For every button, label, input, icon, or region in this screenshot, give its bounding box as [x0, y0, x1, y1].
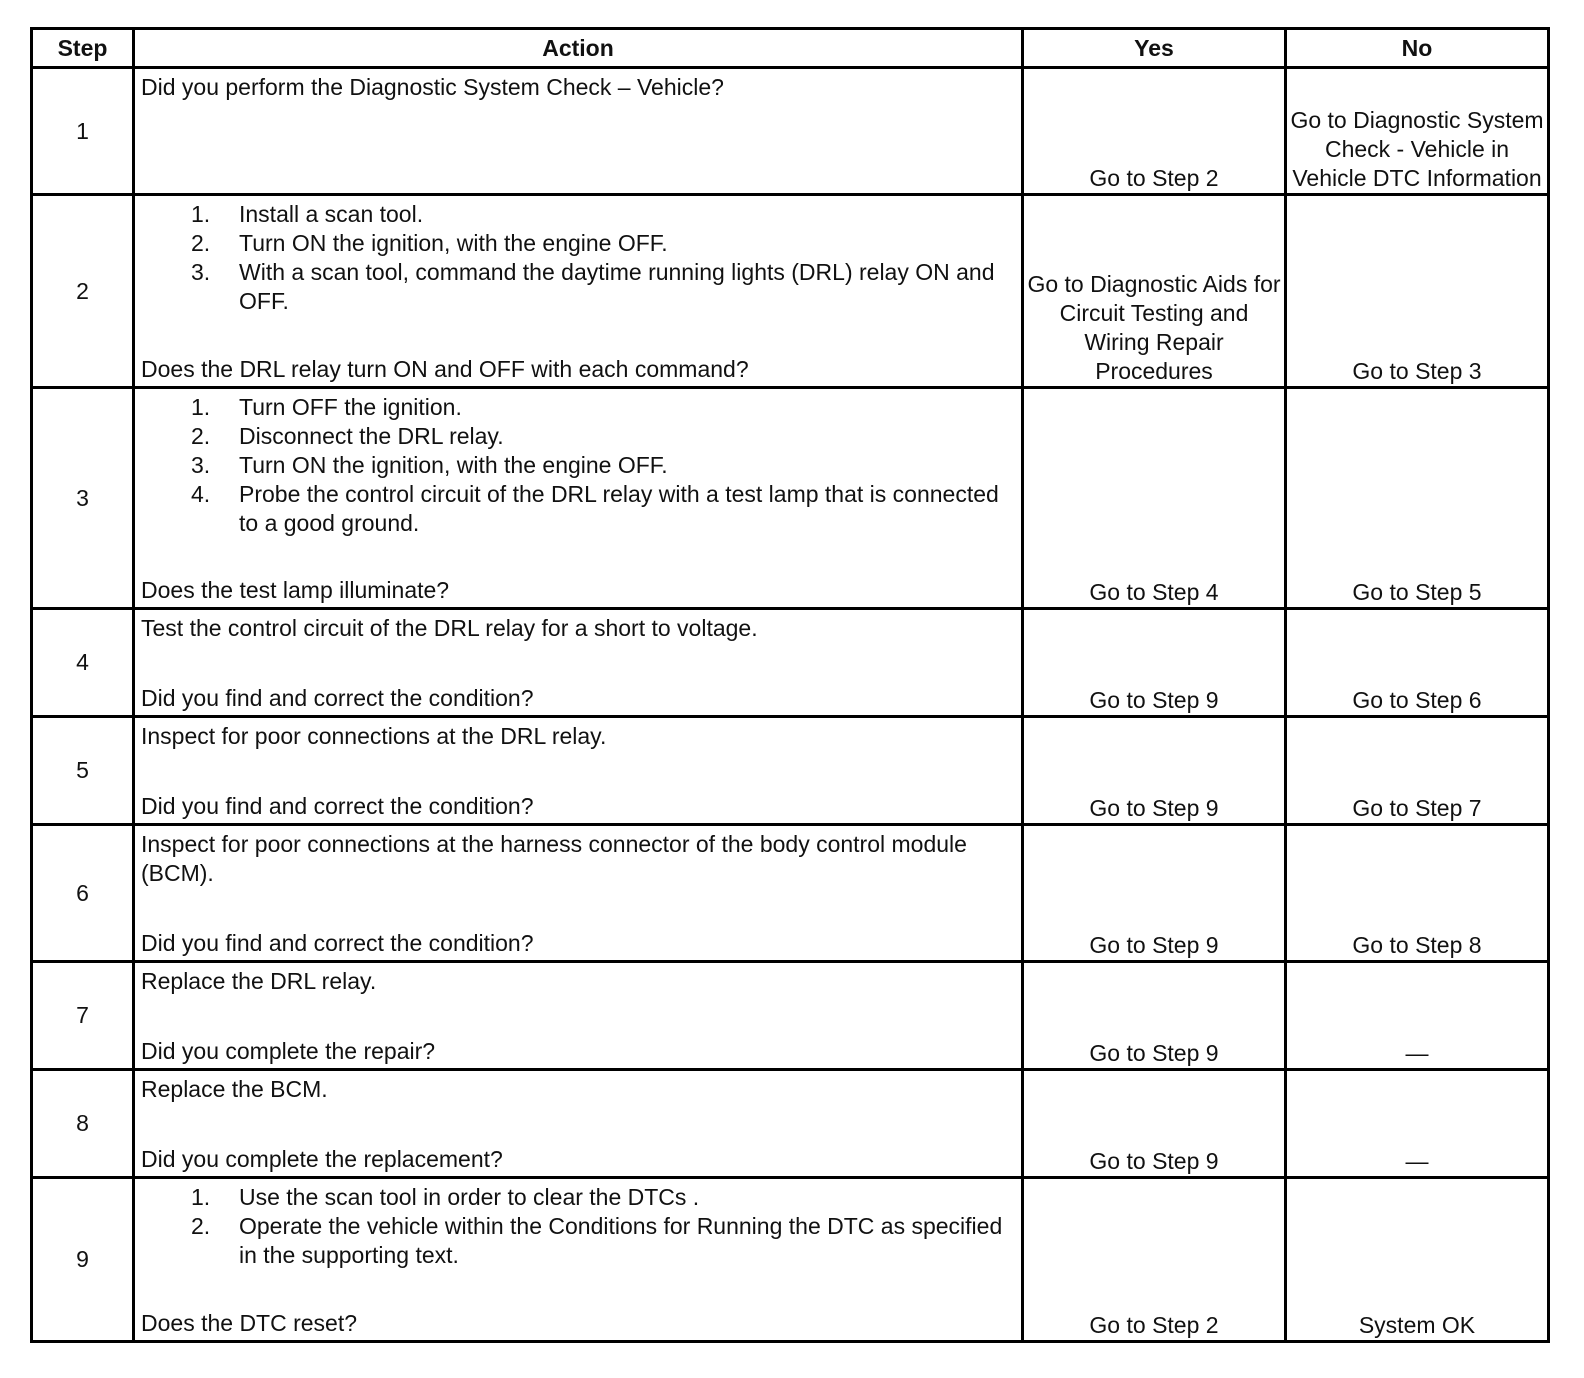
no-result: System OK — [1286, 1178, 1549, 1342]
header-step: Step — [32, 29, 134, 68]
no-result: Go to Step 8 — [1286, 825, 1549, 962]
action-question: Did you find and correct the condition? — [141, 685, 534, 711]
step-item-number: 1. — [191, 201, 211, 227]
action-question: Does the DTC reset? — [141, 1310, 358, 1336]
action-text: Inspect for poor connections at the DRL relay. — [141, 723, 607, 749]
table-row — [32, 962, 1549, 1070]
step-item-number: 2. — [191, 423, 211, 449]
step-item-number: 1. — [191, 394, 211, 420]
step-item-text: Turn OFF the ignition. — [239, 394, 462, 420]
no-result: Go to Step 5 — [1286, 388, 1549, 609]
no-result: — — [1286, 962, 1549, 1070]
yes-result: Go to Step 9 — [1023, 962, 1286, 1070]
table-row — [32, 195, 1549, 388]
action-steps-list — [141, 393, 1015, 538]
action-step-item — [191, 229, 1015, 258]
action-question: Did you find and correct the condition? — [141, 930, 534, 956]
yes-result: Go to Step 9 — [1023, 609, 1286, 717]
no-result: Go to Step 3 — [1286, 195, 1549, 388]
header-action: Action — [134, 29, 1023, 68]
step-item-text: Probe the control circuit of the DRL relay with a test lamp that is connected to a good ground. — [239, 481, 999, 536]
action-cell — [134, 825, 1023, 962]
step-item-number: 4. — [191, 481, 211, 507]
step-item-number: 3. — [191, 452, 211, 478]
yes-result: Go to Step 9 — [1023, 1070, 1286, 1178]
action-step-item — [191, 451, 1015, 480]
action-cell — [134, 195, 1023, 388]
action-cell — [134, 1178, 1023, 1342]
action-text: Replace the DRL relay. — [141, 968, 377, 994]
table-row — [32, 609, 1549, 717]
step-number: 6 — [32, 825, 134, 962]
action-step-item — [191, 1212, 1015, 1270]
step-item-text: Turn ON the ignition, with the engine OFF. — [239, 452, 668, 478]
table-row — [32, 1178, 1549, 1342]
step-item-text: Disconnect the DRL relay. — [239, 423, 504, 449]
step-item-text: Use the scan tool in order to clear the DTCs . — [239, 1184, 700, 1210]
no-result: Go to Diagnostic System Check - Vehicle in Vehicle DTC Information — [1286, 68, 1549, 195]
action-text: Inspect for poor connections at the harness connector of the body control module (BCM). — [141, 831, 967, 886]
step-item-number: 3. — [191, 259, 211, 285]
step-number: 1 — [32, 68, 134, 195]
action-question: Did you complete the replacement? — [141, 1146, 503, 1172]
no-result: Go to Step 7 — [1286, 717, 1549, 825]
action-cell — [134, 68, 1023, 195]
step-number: 9 — [32, 1178, 134, 1342]
yes-result: Go to Diagnostic Aids for Circuit Testing and Wiring Repair Procedures — [1023, 195, 1286, 388]
action-cell — [134, 1070, 1023, 1178]
action-cell — [134, 609, 1023, 717]
no-result: — — [1286, 1070, 1549, 1178]
table-row — [32, 1070, 1549, 1178]
action-step-item — [191, 480, 1015, 538]
table-row — [32, 388, 1549, 609]
step-item-text: With a scan tool, command the daytime running lights (DRL) relay ON and OFF. — [239, 259, 995, 314]
action-steps-list — [141, 1183, 1015, 1270]
header-yes: Yes — [1023, 29, 1286, 68]
action-step-item — [191, 393, 1015, 422]
yes-result: Go to Step 2 — [1023, 1178, 1286, 1342]
action-cell — [134, 717, 1023, 825]
action-text: Replace the BCM. — [141, 1076, 328, 1102]
yes-result: Go to Step 4 — [1023, 388, 1286, 609]
action-cell — [134, 388, 1023, 609]
step-item-text: Install a scan tool. — [239, 201, 424, 227]
step-item-number: 2. — [191, 230, 211, 256]
step-number: 3 — [32, 388, 134, 609]
header-no: No — [1286, 29, 1549, 68]
table-row — [32, 68, 1549, 195]
yes-result: Go to Step 2 — [1023, 68, 1286, 195]
diagnostic-table — [30, 27, 1550, 1343]
no-result: Go to Step 6 — [1286, 609, 1549, 717]
step-item-number: 1. — [191, 1184, 211, 1210]
step-number: 4 — [32, 609, 134, 717]
action-step-item — [191, 200, 1015, 229]
action-text: Did you perform the Diagnostic System Check – Vehicle? — [141, 74, 724, 100]
table-row — [32, 717, 1549, 825]
action-step-item — [191, 258, 1015, 316]
action-question: Did you complete the repair? — [141, 1038, 436, 1064]
step-item-text: Operate the vehicle within the Conditions for Running the DTC as specified in the supporting text. — [239, 1213, 1003, 1268]
step-number: 7 — [32, 962, 134, 1070]
step-number: 8 — [32, 1070, 134, 1178]
step-item-number: 2. — [191, 1213, 211, 1239]
step-item-text: Turn ON the ignition, with the engine OFF. — [239, 230, 668, 256]
action-text: Test the control circuit of the DRL relay for a short to voltage. — [141, 615, 758, 641]
table-row — [32, 825, 1549, 962]
action-question: Did you find and correct the condition? — [141, 793, 534, 819]
action-question: Does the test lamp illuminate? — [141, 577, 450, 603]
step-number: 2 — [32, 195, 134, 388]
action-question: Does the DRL relay turn ON and OFF with each command? — [141, 356, 749, 382]
action-step-item — [191, 422, 1015, 451]
step-number: 5 — [32, 717, 134, 825]
action-cell — [134, 962, 1023, 1070]
yes-result: Go to Step 9 — [1023, 825, 1286, 962]
yes-result: Go to Step 9 — [1023, 717, 1286, 825]
action-step-item — [191, 1183, 1015, 1212]
header-row — [32, 29, 1549, 68]
action-steps-list — [141, 200, 1015, 316]
